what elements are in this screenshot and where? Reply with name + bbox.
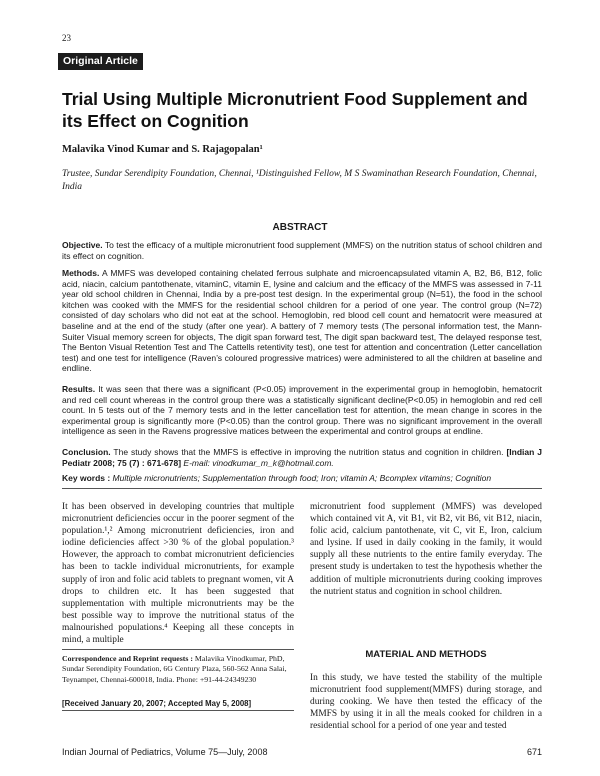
footer-page-number: 671 bbox=[526, 747, 542, 757]
article-type-badge: Original Article bbox=[58, 53, 143, 70]
abstract-conclusion bbox=[62, 447, 542, 468]
abstract-methods bbox=[62, 268, 542, 374]
author-affiliation: Trustee, Sundar Serendipity Foundation, Chennai, ¹Distinguished Fellow, M S Swaminathan Research Foundation, Chennai, India bbox=[62, 169, 537, 192]
abstract-objective bbox=[62, 240, 542, 261]
received-accepted-dates: [Received January 20, 2007; Accepted May 5, 2008] bbox=[62, 699, 252, 708]
abstract-results bbox=[62, 384, 542, 437]
abstract-conclusion-label: Conclusion. bbox=[62, 447, 111, 457]
correspondence-label: Correspondence and Reprint requests : bbox=[62, 654, 193, 663]
article-title: Trial Using Multiple Micronutrient Food Supplement and its Effect on Cognition bbox=[62, 89, 528, 131]
email-address: E-mail: vinodkumar_m_k@hotmail.com. bbox=[181, 457, 334, 468]
abstract-objective-text: To test the efficacy of a multiple micronutrient food supplement (MMFS) on the nutrition status of school children and its effect on cognition. bbox=[62, 240, 542, 261]
section-divider bbox=[62, 488, 542, 489]
citation: [Indian J Pediatr 2008; 75 (7) : 671-678] bbox=[62, 447, 543, 468]
abstract-results-text: It was seen that there was a significant (P<0.05) improvement in the experimental group in hemoglobin, hematocrit and red cell count whereas in the control group there was a statistically significant decline(P<0.05) in hemoglobin and red cell count. In 5 tests out of the 7 memory tests and in the letter cancellation test for attention, the mean change in scores in the experimental group is significantly more (P<0.05) than the control group. There was no significant improvement in the overall intelligence as seen in the Ravens progressive matices between the experimental and control groups at endline. bbox=[62, 384, 542, 437]
section-heading-methods: MATERIAL AND METHODS bbox=[365, 649, 487, 660]
abstract-methods-text: A MMFS was developed containing chelated ferrous sulphate and microencapsulated vitamin A, B2, B6, B12, folic acid, niacin, calcium pantothenate, vitaminC, vitamin E, lysine and calcium and the efficacy of the MMFS was assessed in 7-11 year old school children in Chennai, India by a pre-post test design. In the experimental group (N=51), the food in the school kitchen was cooked with the MMFS for the residential school children for a period of one year. The control group (N=72) consisted of day scholars who did not eat at the school. Hemoglobin, red blood cell count and hematocrit were measured at baseline and at the end of the study (after one year). A battery of 7 memory tests (The personal information test, the Mann-Suiter Visual memory screen for objects, The digit span forward test, The digit span backward test, The delayed response test, The Benton Visual Retention Test and The Cattells retentivity test), one test for attention and concentration (Letter cancellation test) and one test for intelligence (Raven’s coloured progressive matrices) were administered to all the children at baseline and endline. bbox=[62, 268, 542, 374]
correspondence-text: Malavika Vinodkumar, PhD, Sundar Serendipity Foundation, 6G Century Plaza, 560-562 Anna Salai, Teynampet, Chennai-600018, India. Phone: +91-44-24349230 bbox=[62, 654, 287, 684]
footnote-divider-bottom bbox=[62, 710, 294, 711]
page-number: 23 bbox=[62, 33, 71, 43]
body-text-right-column: micronutrient food supplement (MMFS) was developed which contained vit A, vit B1, vit B2, vit B6, vit B12, niacin, folic acid, calcium pantothenate, vit C, vit E, Iron, calcium and lysine. If used in daily cooking in the family, it would supply all these nutrients to the entire family everyday. The present study is undertaken to test the hypothesis whether the addition of multiple micronutrients during cooking improves the nutrient status and cognition in school children. bbox=[310, 502, 542, 597]
keywords-text: Multiple micronutrients; Supplementation through food; Iron; vitamin A; Bcomplex vitamins; Cognition bbox=[110, 473, 492, 483]
body-text-left-column: It has been observed in developing countries that multiple micronutrient deficiencies occur in the poorer segment of the population.¹,² Among micronutrient deficiencies, iron and iodine deficiencies affect >30 % of the global population.³ However, the approach to combat micronutrient deficiencies has been to tackle individual micronutrients, for example supply of iron and folic acid tablets to pregnant women, vit A drops to children etc. It has been suggested that supplementation with multiple micronutrients may be the best possible way to improve the nutritional status of the malnourished populations.⁴ Keeping all these concepts in mind, a multiple bbox=[62, 502, 294, 646]
body-text-methods: In this study, we have tested the stability of the multiple micronutrient food supplement(MMFS) during storage, and during cooking. We have then tested the efficacy of the MMFS by using it in all the meals cooked for children in a residential school for a period of one year and tested bbox=[310, 673, 542, 732]
abstract-heading: ABSTRACT bbox=[272, 222, 328, 233]
keywords bbox=[62, 473, 542, 483]
abstract-conclusion-text: The study shows that the MMFS is effective in improving the nutrition status and cognition in children. bbox=[110, 447, 507, 457]
author-list: Malavika Vinod Kumar and S. Rajagopalan¹ bbox=[62, 144, 263, 155]
keywords-label: Key words : bbox=[62, 473, 111, 483]
correspondence-note bbox=[62, 654, 294, 685]
abstract-objective-label: Objective. bbox=[62, 240, 103, 250]
footer-journal-info: Indian Journal of Pediatrics, Volume 75—July, 2008 bbox=[62, 747, 268, 757]
abstract-results-label: Results. bbox=[62, 384, 96, 394]
footnote-divider bbox=[62, 649, 294, 650]
abstract-methods-label: Methods. bbox=[62, 268, 100, 278]
